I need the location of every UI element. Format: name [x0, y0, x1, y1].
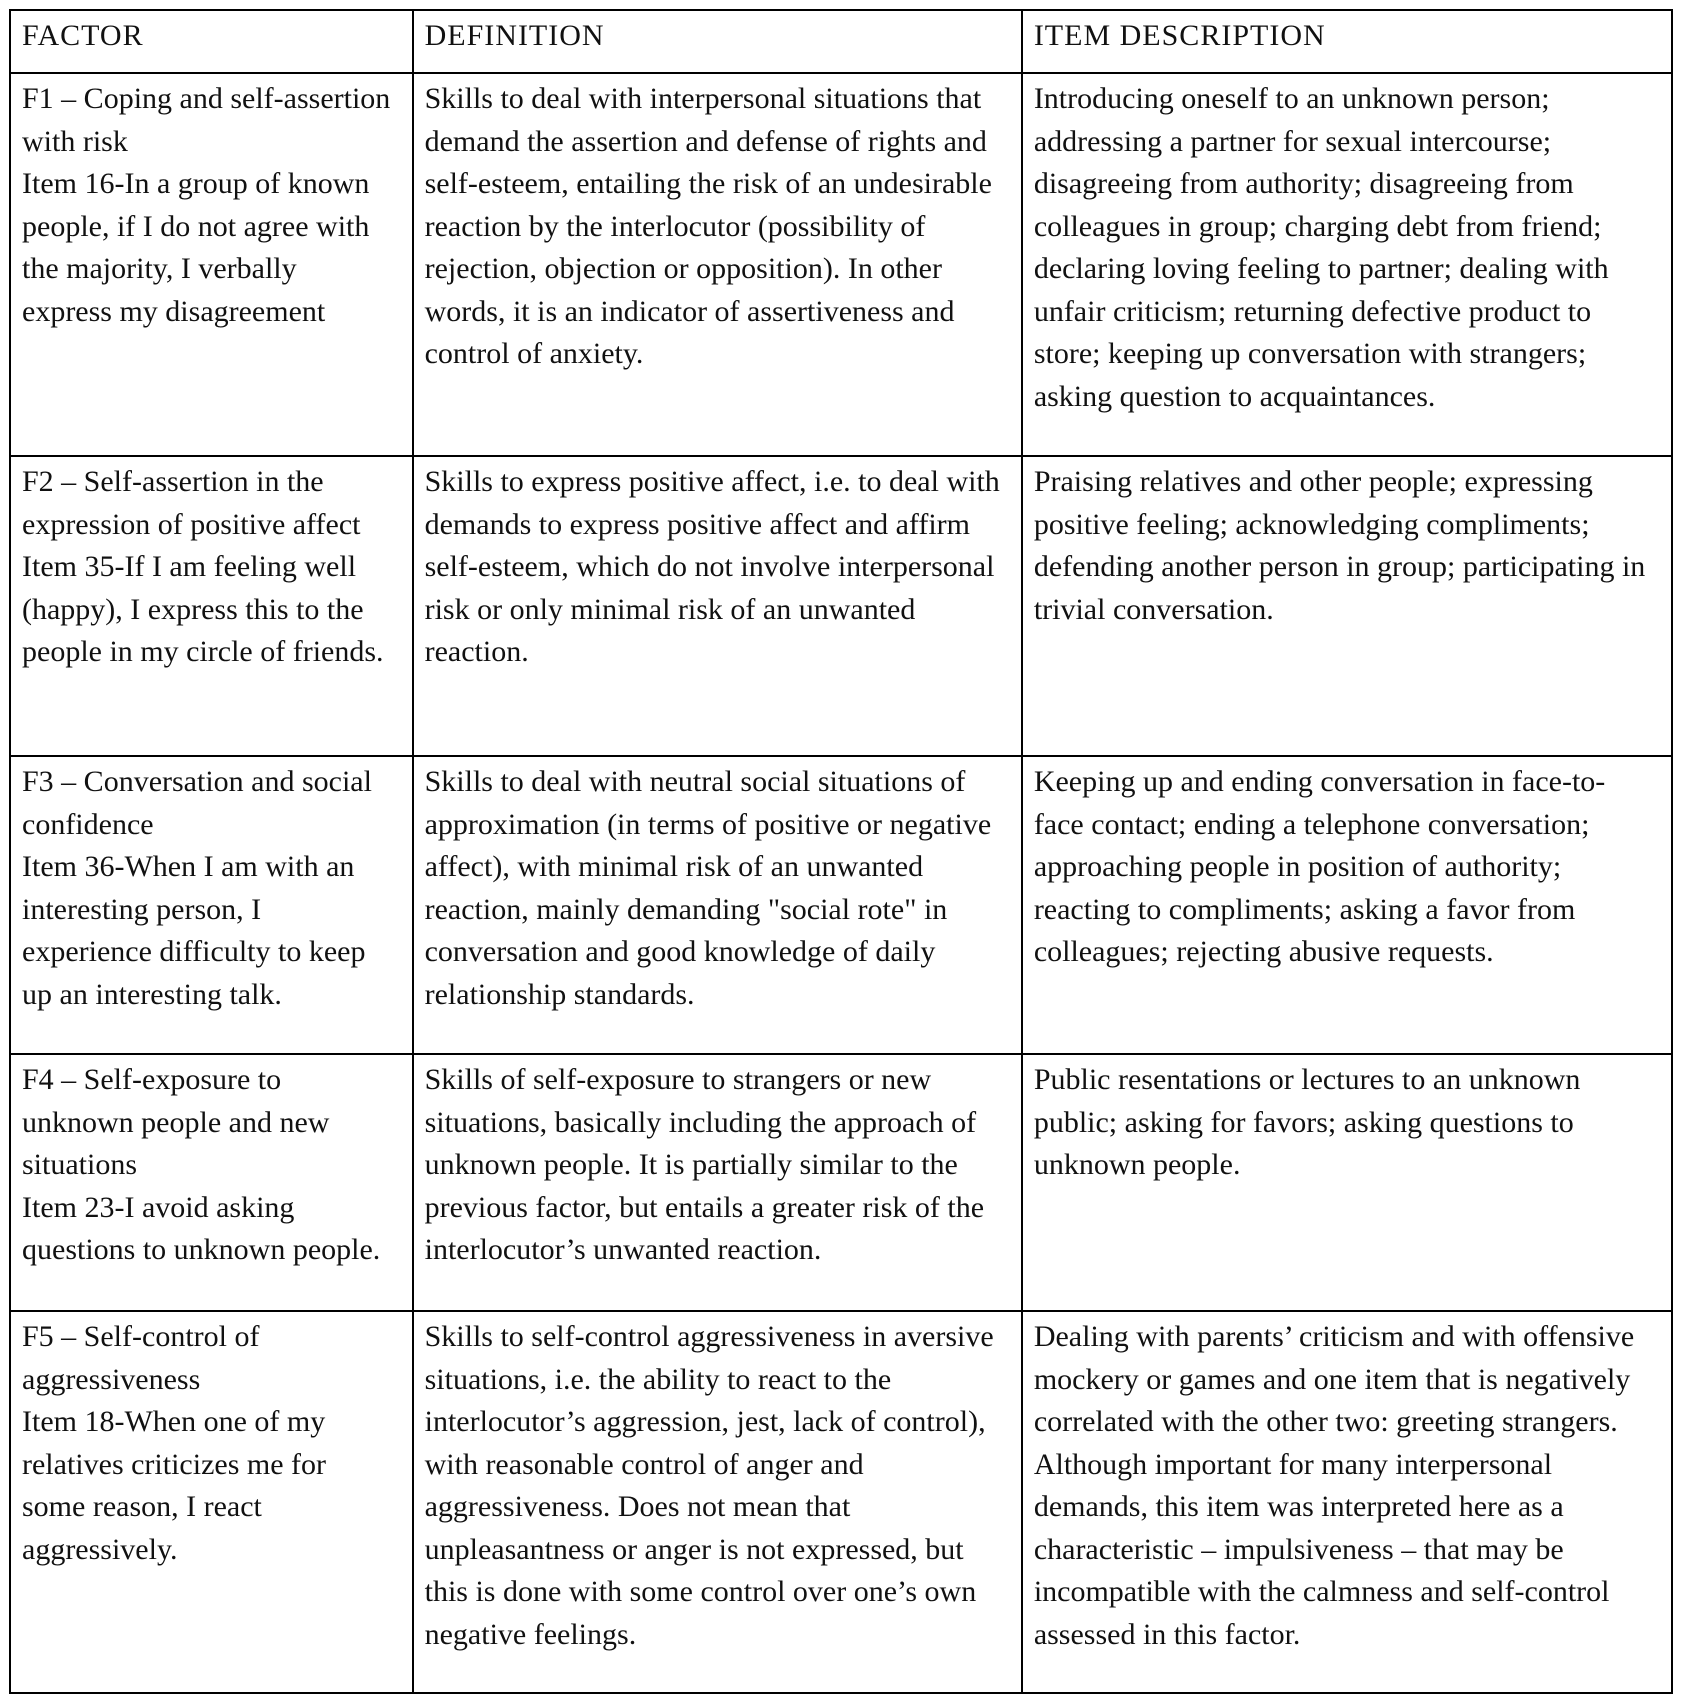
description-cell: Introducing oneself to an unknown person; addressing a partner for sexual intercourse; disagreeing from authority; disagreeing from colleagues in group; charging debt from friend; declaring loving feeling to partner; dealing with unfair criticism; returning defective product to store; keeping up conversation with strangers; asking question to acquaintances. [1022, 73, 1672, 456]
factor-name: F4 – Self-exposure to unknown people and new situations [22, 1063, 330, 1181]
header-item-description: ITEM DESCRIPTION [1022, 10, 1672, 73]
factor-cell [10, 1054, 413, 1311]
table-row [10, 73, 1672, 456]
factor-item: Item 35-If I am feeling well (happy), I express this to the people in my circle of friends. [22, 550, 384, 668]
table-row [10, 756, 1672, 1054]
definition-cell: Skills to deal with interpersonal situations that demand the assertion and defense of rights and self-esteem, entailing the risk of an undesirable reaction by the interlocutor (possibility of rejection, objection or opposition). In other words, it is an indicator of assertiveness and control of anxiety. [413, 73, 1022, 456]
description-cell: Public resentations or lectures to an unknown public; asking for favors; asking questions to unknown people. [1022, 1054, 1672, 1311]
factor-cell [10, 456, 413, 756]
factor-cell [10, 73, 413, 456]
factor-item: Item 23-I avoid asking questions to unknown people. [22, 1190, 381, 1266]
table-row [10, 1054, 1672, 1311]
definition-cell: Skills to express positive affect, i.e. to deal with demands to express positive affect and affirm self-esteem, which do not involve interpersonal risk or only minimal risk of an unwanted reaction. [413, 456, 1022, 756]
factor-name: F5 – Self-control of aggressiveness [22, 1320, 260, 1396]
factor-cell [10, 1311, 413, 1693]
table-row [10, 1311, 1672, 1693]
definition-cell: Skills to deal with neutral social situations of approximation (in terms of positive or negative affect), with minimal risk of an unwanted reaction, mainly demanding "social rote" in conversation and good knowledge of daily relationship standards. [413, 756, 1022, 1054]
factor-table [9, 9, 1673, 1694]
definition-cell: Skills to self-control aggressiveness in aversive situations, i.e. the ability to react to the interlocutor’s aggression, jest, lack of control), with reasonable control of anger and aggressiveness. Does not mean that unpleasantness or anger is not expressed, but this is done with some control over one’s own negative feelings. [413, 1311, 1022, 1693]
description-cell: Keeping up and ending conversation in face-to-face contact; ending a telephone conversation; approaching people in position of authority; reacting to compliments; asking a favor from colleagues; rejecting abusive requests. [1022, 756, 1672, 1054]
header-row [10, 10, 1672, 73]
factor-name: F3 – Conversation and social confidence [22, 765, 372, 841]
factor-name: F2 – Self-assertion in the expression of positive affect [22, 465, 361, 541]
factor-cell [10, 756, 413, 1054]
header-definition: DEFINITION [413, 10, 1022, 73]
description-cell: Dealing with parents’ criticism and with offensive mockery or games and one item that is negatively correlated with the other two: greeting strangers. Although important for many interpersonal demands, this item was interpreted here as a characteristic – impulsiveness – that may be incompatible with the calmness and self-control assessed in this factor. [1022, 1311, 1672, 1693]
table-row [10, 456, 1672, 756]
factor-item: Item 18-When one of my relatives criticizes me for some reason, I react aggressively. [22, 1405, 327, 1566]
description-cell: Praising relatives and other people; expressing positive feeling; acknowledging compliments; defending another person in group; participating in trivial conversation. [1022, 456, 1672, 756]
header-factor: FACTOR [10, 10, 413, 73]
definition-cell: Skills of self-exposure to strangers or new situations, basically including the approach of unknown people. It is partially similar to the previous factor, but entails a greater risk of the interlocutor’s unwanted reaction. [413, 1054, 1022, 1311]
factor-item: Item 16-In a group of known people, if I do not agree with the majority, I verbally express my disagreement [22, 167, 370, 328]
factor-name: F1 – Coping and self-assertion with risk [22, 82, 391, 158]
factor-item: Item 36-When I am with an interesting person, I experience difficulty to keep up an interesting talk. [22, 850, 366, 1011]
